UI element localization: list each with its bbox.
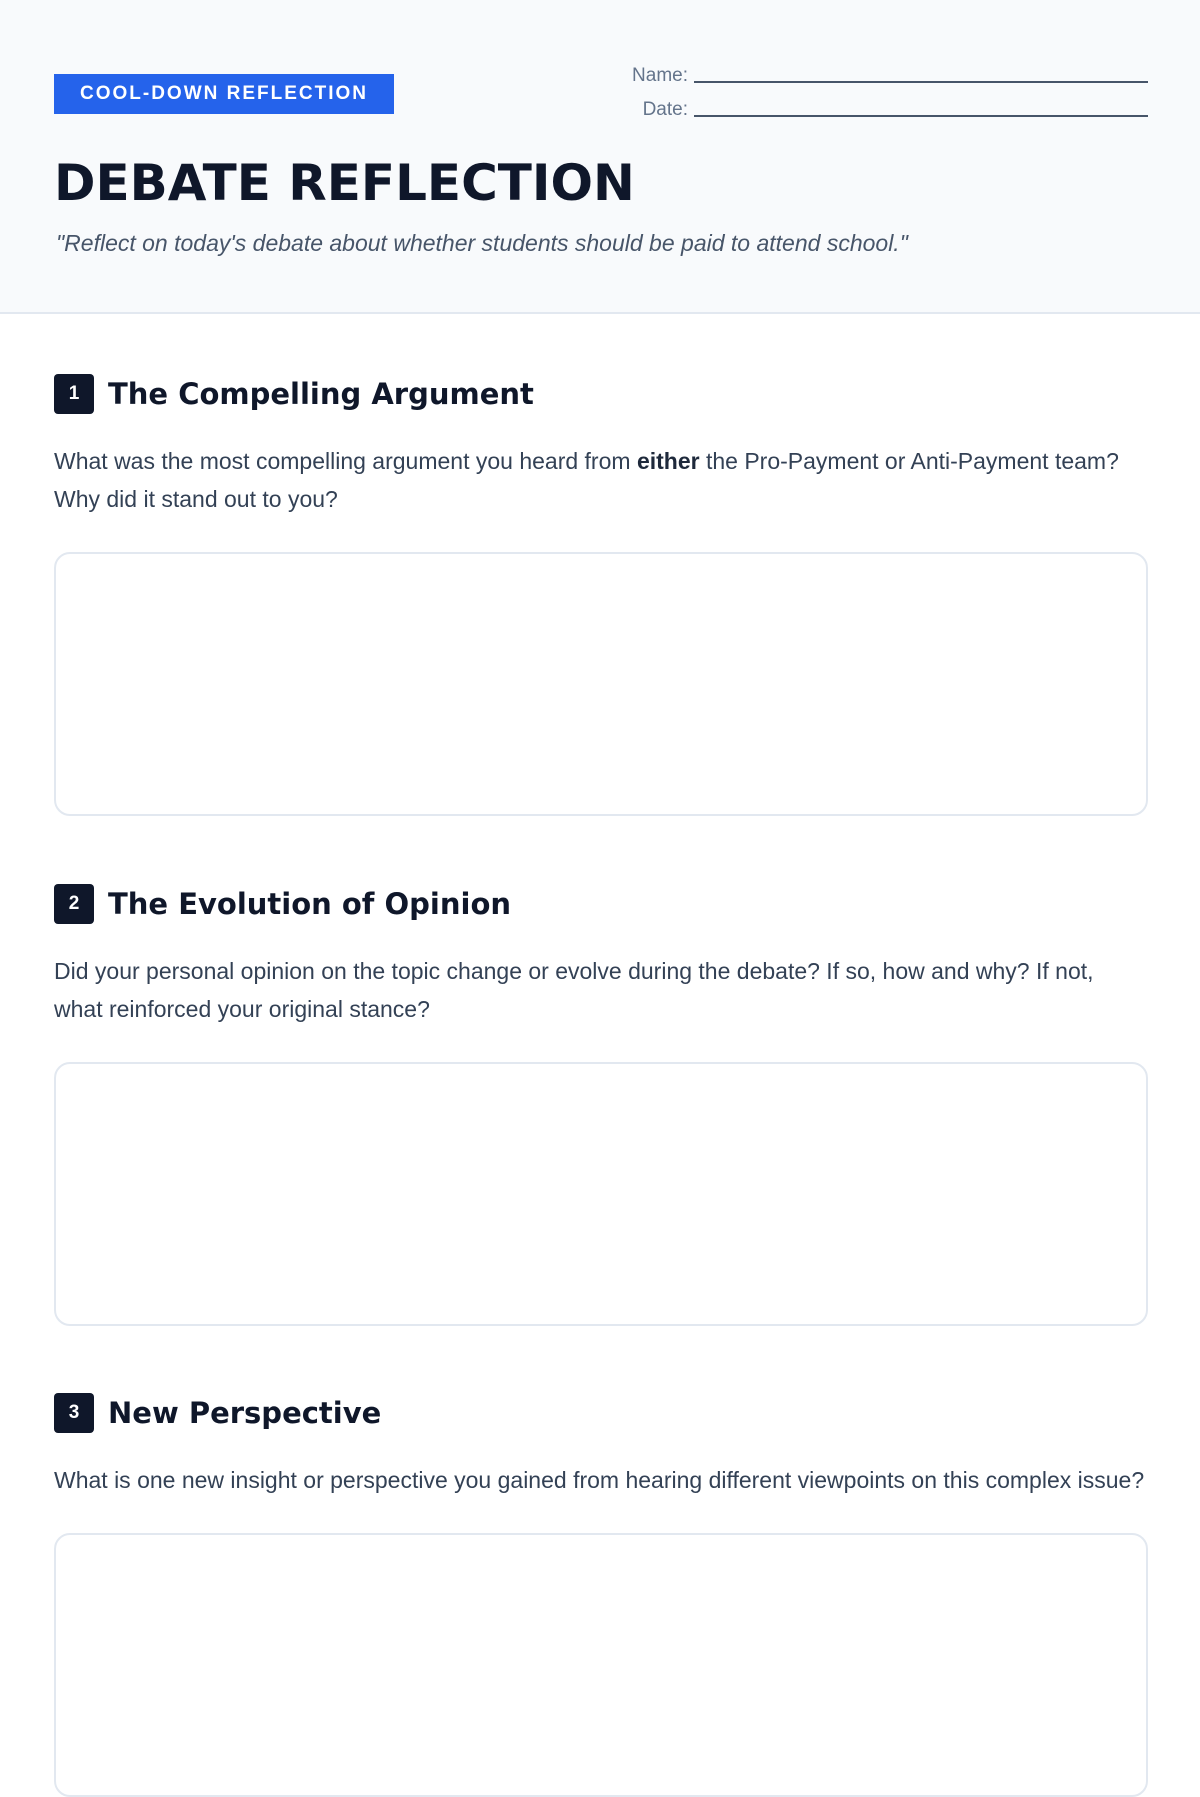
question-title-3: New Perspective (108, 1396, 382, 1430)
answer-box-2[interactable] (54, 1062, 1148, 1326)
name-field[interactable] (600, 54, 1148, 88)
question-title-2: The Evolution of Opinion (108, 887, 512, 921)
name-line[interactable] (694, 81, 1148, 83)
date-line[interactable] (694, 115, 1148, 117)
question-section-2 (54, 884, 1148, 1326)
question-section-1 (54, 374, 1148, 816)
question-prompt-1-emphasis: either (636, 448, 700, 474)
name-label: Name: (632, 65, 688, 86)
question-header-2 (54, 884, 1148, 924)
question-prompt-1-end: the Pro-Payment or Anti-Payment team? Why did it stand out to you? (54, 448, 1119, 512)
question-prompt-2: Did your personal opinion on the topic change or evolve during the debate? If so, how and why? If not, what reinforced your original stance? (54, 958, 1094, 1022)
question-prompt-1 (54, 442, 1148, 518)
section-badge: COOL-DOWN REFLECTION (54, 74, 394, 114)
answer-box-1[interactable] (54, 552, 1148, 816)
question-header-3 (54, 1393, 1148, 1433)
question-number-3: 3 (54, 1393, 94, 1433)
page-title: DEBATE REFLECTION (54, 154, 635, 212)
question-prompt-1-start: What was the most compelling argument you heard from (54, 448, 637, 474)
student-info-fields (600, 54, 1148, 122)
answer-box-3[interactable] (54, 1533, 1148, 1797)
question-number-1: 1 (54, 374, 94, 414)
question-prompt-3: What is one new insight or perspective you gained from hearing different viewpoints on this complex issue? (54, 1467, 1145, 1493)
question-title-1: The Compelling Argument (108, 377, 534, 411)
question-number-2: 2 (54, 884, 94, 924)
question-section-3 (54, 1393, 1148, 1797)
date-field[interactable] (600, 88, 1148, 122)
date-label: Date: (642, 99, 688, 120)
worksheet-header (0, 0, 1200, 314)
page-subtitle: "Reflect on today's debate about whether students should be paid to attend school." (56, 230, 908, 256)
question-header-1 (54, 374, 1148, 414)
